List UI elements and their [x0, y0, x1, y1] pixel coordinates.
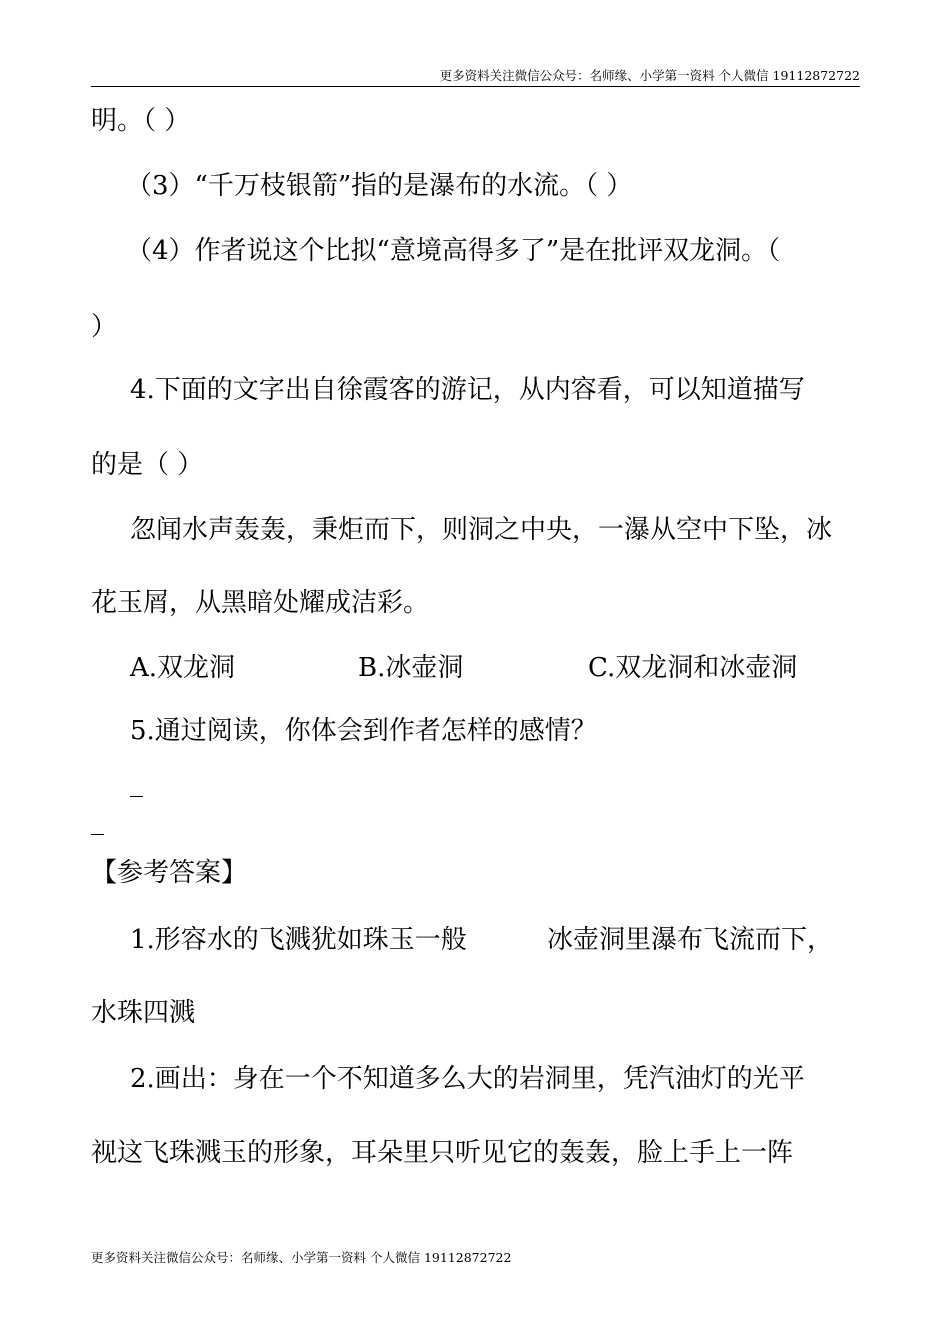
question-4-tail: 的是（ ） — [91, 450, 204, 480]
question-3-2-tail: 明。（ ） — [91, 106, 191, 136]
answer-blank-2: _ — [91, 806, 104, 836]
header-divider — [91, 86, 860, 87]
answer-2: 2.画出：身在一个不知道多么大的岩洞里，凭汽油灯的光平 — [130, 1064, 805, 1094]
answer-1-part-b: 冰壶洞里瀑布飞流而下， — [547, 925, 834, 955]
option-b: B.冰壶洞 — [358, 653, 464, 683]
answer-key-heading: 【参考答案】 — [91, 858, 248, 888]
answer-2-continued: 视这飞珠溅玉的形象，耳朵里只听见它的轰轰，脸上手上一阵 — [91, 1138, 794, 1168]
question-3-3: （3）“千万枝银箭”指的是瀑布的水流。（ ） — [126, 171, 633, 201]
question-3-4: （4）作者说这个比拟“意境高得多了”是在批评双龙洞。（ — [126, 236, 781, 266]
answer-1-part-a: 1.形容水的飞溅犹如珠玉一般 — [130, 925, 467, 955]
option-c: C.双龙洞和冰壶洞 — [588, 653, 798, 683]
question-4: 4.下面的文字出自徐霞客的游记，从内容看，可以知道描写 — [130, 375, 805, 405]
quote-passage: 忽闻水声轰轰，秉炬而下，则洞之中央，一瀑从空中下坠，冰 — [130, 515, 833, 545]
question-5: 5.通过阅读，你体会到作者怎样的感情？ — [130, 716, 597, 746]
question-3-4-tail: ） — [91, 312, 118, 342]
page-header: 更多资料关注微信公众号：名师缘、小学第一资料 个人微信 19112872722 — [439, 68, 860, 83]
option-a: A.双龙洞 — [130, 653, 236, 683]
answer-blank-1: _ — [130, 768, 143, 798]
quote-passage-tail: 花玉屑，从黑暗处耀成洁彩。 — [91, 588, 430, 618]
page-footer: 更多资料关注微信公众号：名师缘、小学第一资料 个人微信 19112872722 — [91, 1250, 512, 1265]
answer-1-tail: 水珠四溅 — [91, 998, 196, 1028]
